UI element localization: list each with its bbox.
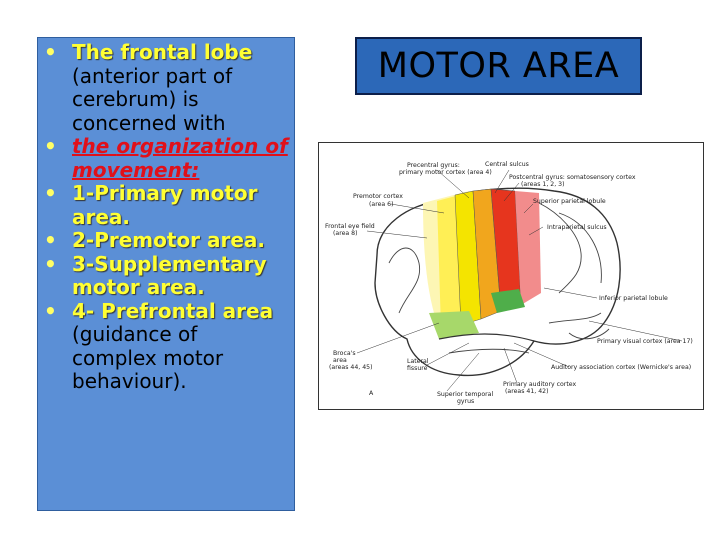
label-intraparietal: Intraparietal sulcus xyxy=(547,224,607,231)
supplementary-area-text: motor area. xyxy=(72,275,205,299)
prefrontal-text-3: behaviour). xyxy=(72,369,187,393)
bullet-list xyxy=(38,38,294,394)
label-postcentral: Postcentral gyrus: somatosensory cortex xyxy=(509,174,636,181)
frontal-lobe-text-3: concerned with xyxy=(72,110,226,135)
the-word: the xyxy=(72,134,117,158)
supplementary-text: 3-Supplementary xyxy=(72,251,267,276)
label-sup-temporal: Superior temporal xyxy=(437,391,494,398)
label-area: area xyxy=(333,357,347,364)
bullet-dot: • xyxy=(44,228,57,252)
label-precentral: Precentral gyrus: xyxy=(407,162,460,169)
frontal-lobe-text-1: (anterior part of xyxy=(72,63,233,88)
label-primary-visual: Primary visual cortex (area 17) xyxy=(597,338,693,345)
label-lateral: Lateral xyxy=(407,358,429,365)
bullet-supplementary xyxy=(38,253,294,300)
label-area8: (area 8) xyxy=(333,230,358,237)
label-areas-123: (areas 1, 2, 3) xyxy=(521,181,565,188)
bullet-dot: • xyxy=(44,134,57,158)
label-fissure: fissure xyxy=(407,365,428,372)
label-areas-4142: (areas 41, 42) xyxy=(505,388,549,395)
bullet-premotor xyxy=(38,229,294,253)
movement-text: movement: xyxy=(72,157,200,182)
label-auditory-assoc: Auditory association cortex (Wernicke's area) xyxy=(551,364,692,371)
primary-motor-area-text: area. xyxy=(72,204,131,229)
label-premotor: Premotor cortex xyxy=(353,193,403,200)
bullet-primary-motor xyxy=(38,182,294,229)
label-frontal-eye: Frontal eye field xyxy=(325,223,375,230)
bullet-dot: • xyxy=(44,251,57,276)
label-panel-a: A xyxy=(369,390,374,397)
bullet-organization xyxy=(38,135,294,182)
label-area6: (area 6) xyxy=(369,201,394,208)
title-banner xyxy=(355,37,642,95)
label-brocas: Broca's xyxy=(333,350,356,357)
label-areas-4445: (areas 44, 45) xyxy=(329,364,373,371)
label-superior-parietal: Superior parietal lobule xyxy=(533,198,606,205)
bullet-dot: • xyxy=(44,181,57,205)
frontal-lobe-heading: The frontal lobe xyxy=(72,40,253,64)
prefrontal-text-1: (guidance of xyxy=(72,322,198,346)
primary-motor-text: 1-Primary motor xyxy=(72,181,258,205)
label-gyrus: gyrus xyxy=(457,398,475,405)
bullet-prefrontal xyxy=(38,300,294,394)
label-inferior-parietal: Inferior parietal lobule xyxy=(599,295,668,302)
frontal-lobe-text-2: cerebrum) is xyxy=(72,87,199,111)
prefrontal-text-2: complex motor xyxy=(72,345,224,370)
brain-illustration xyxy=(319,143,705,411)
text-panel xyxy=(37,37,295,511)
bullet-frontal-lobe xyxy=(38,41,294,135)
label-primary-motor: primary motor cortex (area 4) xyxy=(399,169,492,176)
brain-diagram xyxy=(318,142,704,410)
label-primary-auditory: Primary auditory cortex xyxy=(503,381,577,388)
prefrontal-heading: 4- Prefrontal area xyxy=(72,298,274,323)
label-central-sulcus: Central sulcus xyxy=(485,161,529,168)
bullet-dot: • xyxy=(44,40,57,64)
premotor-text: 2-Premotor area. xyxy=(72,228,266,252)
page-title: MOTOR AREA xyxy=(377,46,620,86)
organization-text: organization of xyxy=(116,134,288,158)
bullet-dot: • xyxy=(44,298,57,323)
